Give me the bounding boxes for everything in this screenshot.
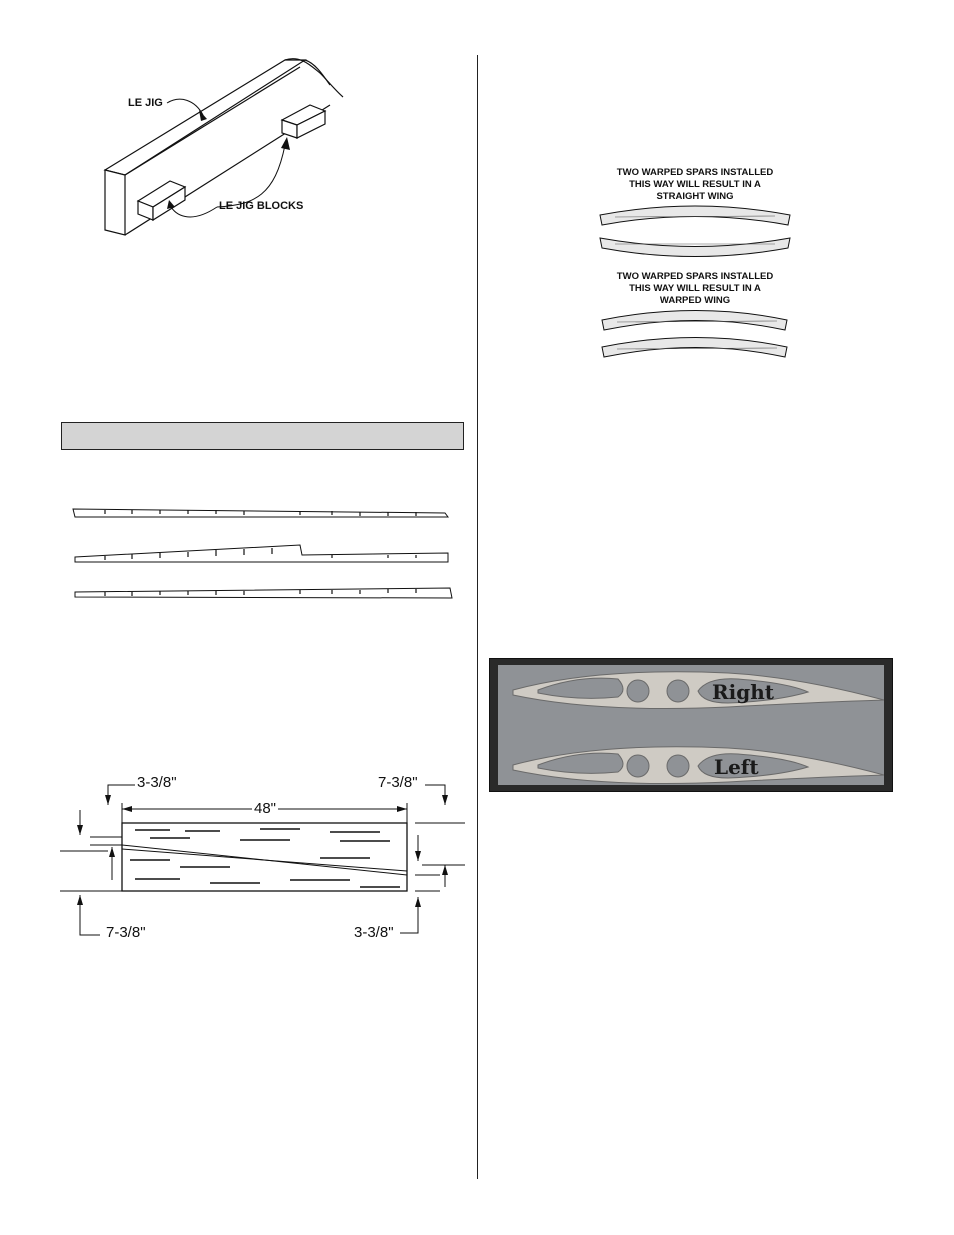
column-divider bbox=[477, 55, 478, 1179]
dim-top-left: 3-3/8" bbox=[137, 774, 177, 791]
spars-warped-drawing bbox=[597, 305, 793, 365]
ribs-photo bbox=[489, 658, 893, 792]
rib-label-right: Right bbox=[712, 680, 774, 704]
dim-bottom-right: 3-3/8" bbox=[354, 924, 394, 941]
le-jig-blocks-label: LE JIG BLOCKS bbox=[219, 200, 304, 212]
le-jig-label: LE JIG bbox=[128, 97, 163, 109]
caption-warped-wing: TWO WARPED SPARS INSTALLED THIS WAY WILL RESULT IN A WARPED WING bbox=[616, 271, 774, 306]
dim-length: 48" bbox=[254, 800, 277, 817]
spars-straight-drawing bbox=[595, 203, 795, 261]
rib-label-left: Left bbox=[714, 755, 759, 779]
ribs-drawing bbox=[498, 665, 884, 785]
le-jig-drawing bbox=[95, 55, 355, 240]
sheeting-strips-drawing bbox=[70, 495, 455, 605]
dim-top-right: 7-3/8" bbox=[378, 774, 418, 791]
section-header-bar bbox=[61, 422, 464, 450]
dim-bottom-left: 7-3/8" bbox=[106, 924, 146, 941]
caption-straight-wing: TWO WARPED SPARS INSTALLED THIS WAY WILL RESULT IN A STRAIGHT WING bbox=[616, 167, 774, 202]
